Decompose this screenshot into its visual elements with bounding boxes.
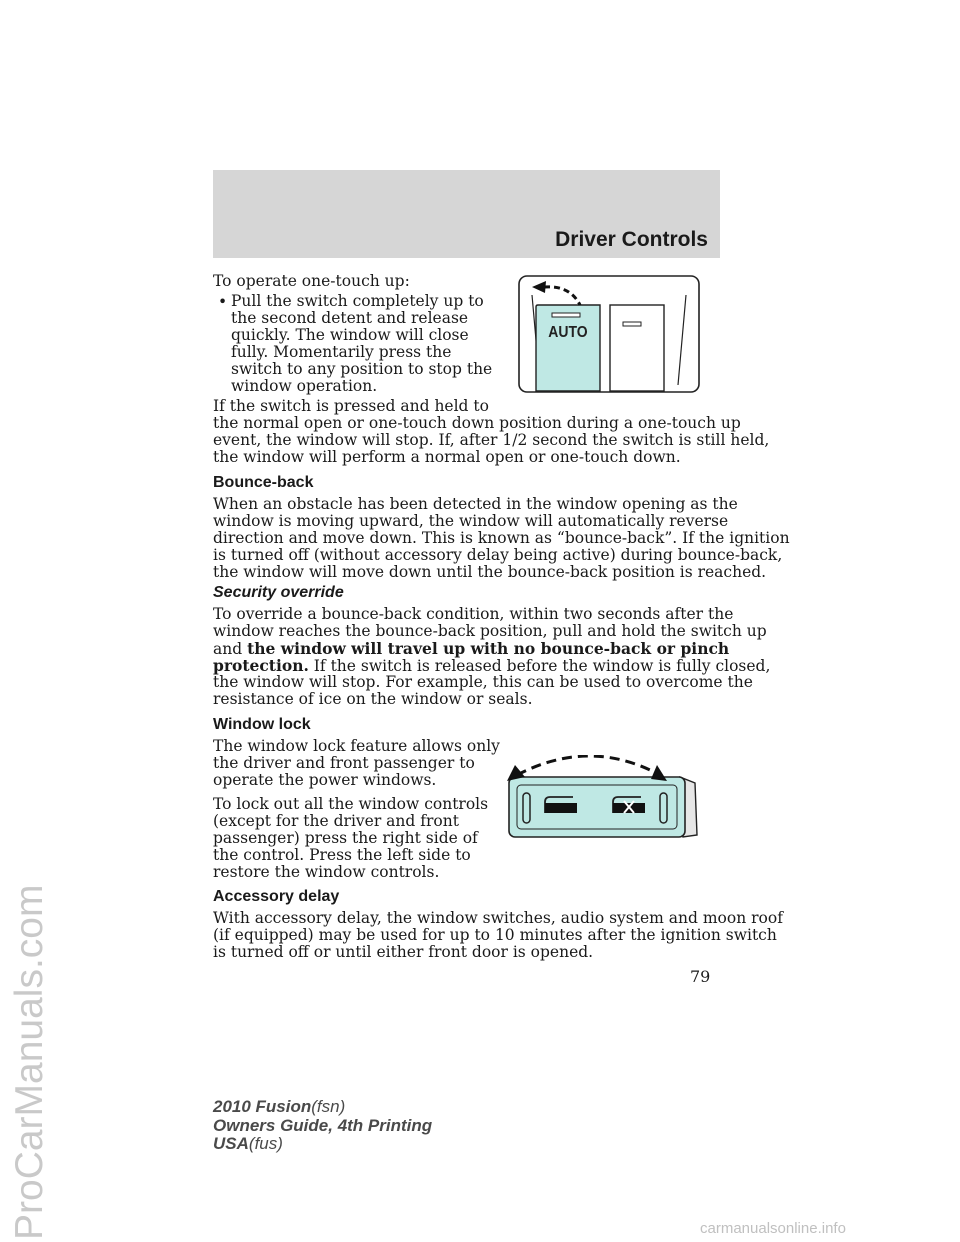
auto-switch-illustration xyxy=(518,275,700,393)
bullet-line: window operation. xyxy=(231,377,378,395)
footer-line xyxy=(213,1135,432,1154)
paragraph-line: With accessory delay, the window switches, audio system and moon roof xyxy=(213,909,783,927)
paragraph-line: is turned off or until either front door is opened. xyxy=(213,943,594,961)
paragraph-line: the control. Press the left side to xyxy=(213,846,471,864)
footer-code: (fus) xyxy=(248,1134,283,1153)
paragraph-line: event, the window will stop. If, after 1/2 second the switch is still held, xyxy=(213,431,770,449)
bullet-symbol: • xyxy=(218,293,228,311)
bullet-line: Pull the switch completely up to xyxy=(231,292,484,310)
plain-text: If the switch is released before the window is fully closed, xyxy=(313,657,771,675)
paragraph-line: the window will move down until the bounce-back position is reached. xyxy=(213,563,767,581)
security-override-heading: Security override xyxy=(213,584,344,601)
lock-switch-body xyxy=(509,777,685,837)
bottom-watermark: carmanualsonline.info xyxy=(700,1220,846,1237)
auto-switch xyxy=(536,305,600,391)
paragraph-line: the normal open or one-touch down position during a one-touch up xyxy=(213,414,741,432)
plain-text: and xyxy=(213,640,248,658)
bold-text: the window will travel up with no bounce-back or pinch xyxy=(247,639,730,658)
paragraph-line: The window lock feature allows only xyxy=(213,737,500,755)
bullet-line: switch to any position to stop the xyxy=(231,360,493,378)
paragraph-line: To override a bounce-back condition, within two seconds after the xyxy=(213,605,734,623)
paragraph-line: operate the power windows. xyxy=(213,771,437,789)
paragraph-line: If the switch is pressed and held to xyxy=(213,397,489,415)
footer-line xyxy=(213,1098,432,1117)
window-icon-fill xyxy=(545,803,577,813)
paragraph-line: window is moving upward, the window will automatically reverse xyxy=(213,512,729,530)
window-lock-heading: Window lock xyxy=(213,716,311,733)
footer-code: (fsn) xyxy=(311,1097,346,1116)
paragraph-line: To lock out all the window controls xyxy=(213,795,489,813)
paragraph-line: (except for the driver and front xyxy=(213,812,459,830)
paragraph-line: direction and move down. This is known as “bounce-back”. If the ignition xyxy=(213,529,790,547)
footer-line: Owners Guide, 4th Printing xyxy=(213,1115,433,1135)
auto-switch-indicator xyxy=(552,313,580,317)
arrow-head-icon xyxy=(651,765,667,781)
paragraph-line: is turned off (without accessory delay being active) during bounce-back, xyxy=(213,546,783,564)
bold-text: protection. xyxy=(213,656,309,675)
section-title: Driver Controls xyxy=(555,228,708,251)
section-header xyxy=(213,170,720,258)
page-number: 79 xyxy=(690,967,711,986)
footer xyxy=(213,1098,432,1154)
paragraph-line: window reaches the bounce-back position, pull and hold the switch up xyxy=(213,622,767,640)
one-touch-intro: To operate one-touch up: xyxy=(213,272,410,290)
footer-model: 2010 Fusion xyxy=(213,1097,312,1116)
paragraph-line: restore the window controls. xyxy=(213,863,440,881)
bullet-line: quickly. The window will close xyxy=(231,326,469,344)
paragraph-line: the window will perform a normal open or one-touch down. xyxy=(213,448,681,466)
bullet-line: fully. Momentarily press the xyxy=(231,343,452,361)
accessory-delay-heading: Accessory delay xyxy=(213,888,340,905)
auto-label: AUTO xyxy=(548,323,588,342)
paragraph-line: (if equipped) may be used for up to 10 minutes after the ignition switch xyxy=(213,926,777,944)
paragraph-line: When an obstacle has been detected in the window opening as the xyxy=(213,495,738,513)
bullet-line: the second detent and release xyxy=(231,309,469,327)
passenger-switch xyxy=(610,305,664,391)
paragraph-line: the window will stop. For example, this can be used to overcome the xyxy=(213,673,753,691)
side-watermark: ProCarManuals.com xyxy=(8,884,51,1240)
paragraph-line: passenger) press the right side of xyxy=(213,829,478,847)
bounce-back-heading: Bounce-back xyxy=(213,474,314,491)
footer-market: USA xyxy=(213,1134,249,1153)
paragraph-line: resistance of ice on the window or seals. xyxy=(213,690,533,708)
passenger-switch-indicator xyxy=(623,322,641,326)
paragraph-line: the driver and front passenger to xyxy=(213,754,475,772)
window-lock-illustration xyxy=(505,755,700,840)
toggle-arrow xyxy=(517,756,660,775)
